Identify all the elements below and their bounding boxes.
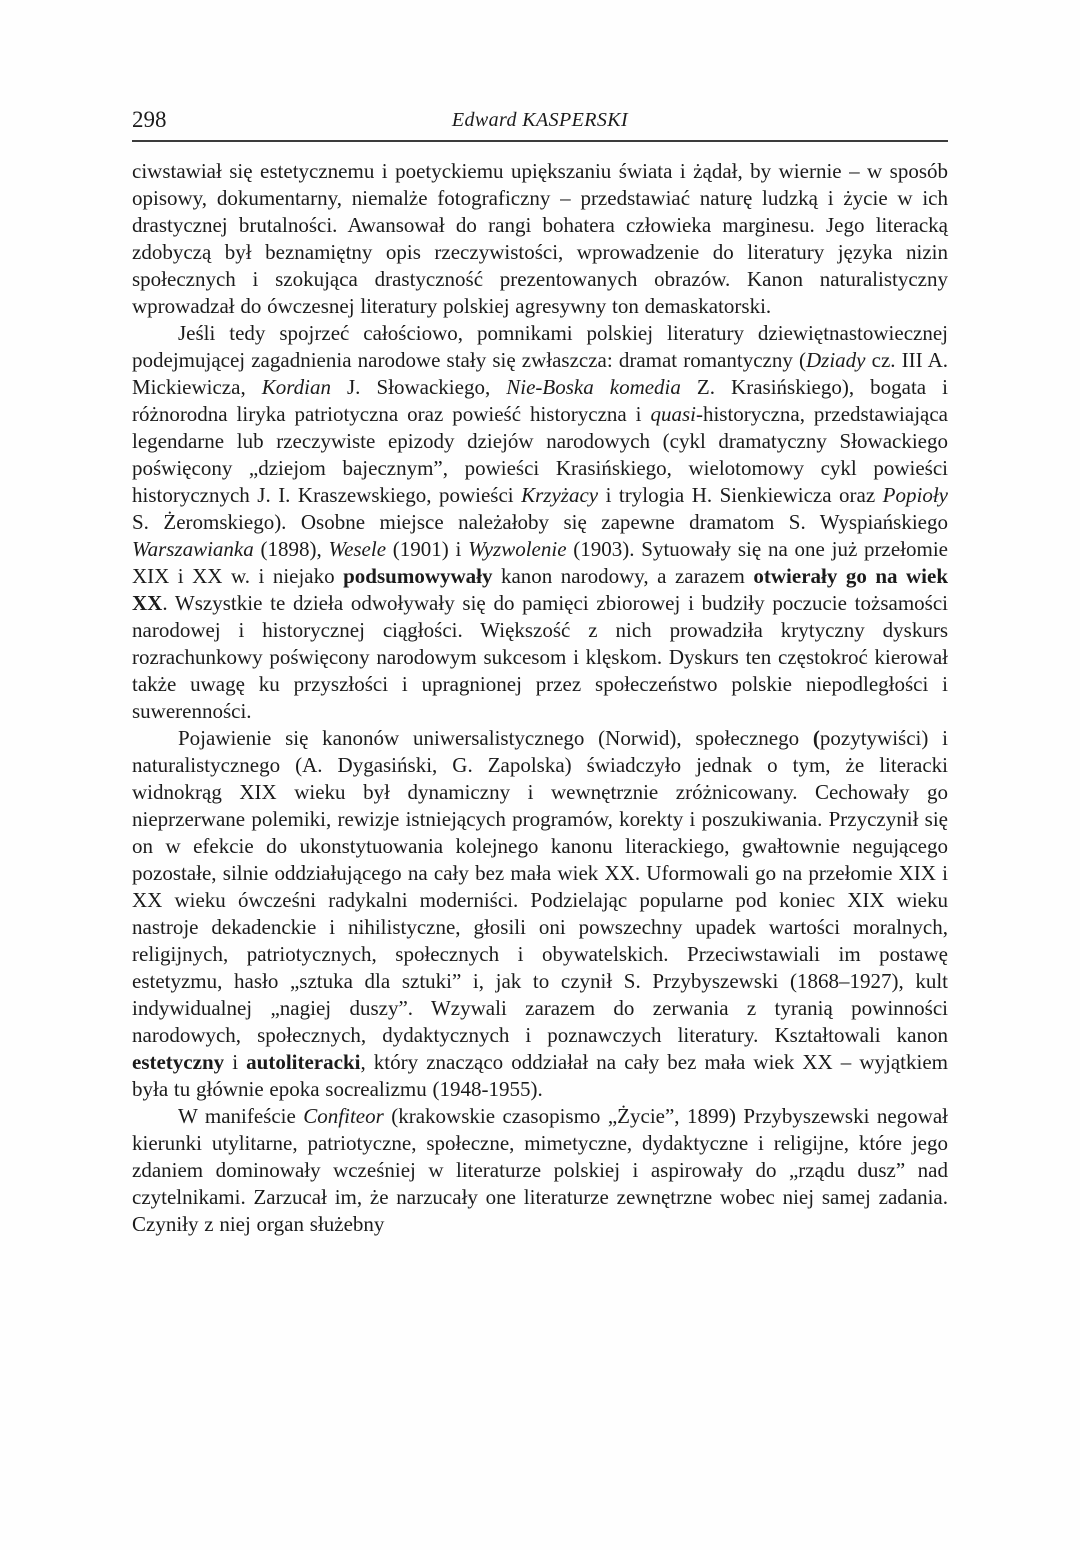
text-segment-bold: otwierały go na wiek XX (132, 564, 949, 615)
text-segment-normal: i trylogia H. Sienkiewicza oraz (598, 483, 883, 507)
text-segment-normal: (1901) i (386, 537, 469, 561)
text-segment-italic: Confiteor (303, 1104, 384, 1128)
paragraph (132, 1103, 948, 1238)
text-segment-normal: . Wszystkie te dzieła odwoływały się do pamięci zbiorowej i budziły poczucie tożsamości narodowej i historycznej ciągłości. Większość z nich prowadziła krytyczny dyskurs rozrachunkowy poświęcony narodowym sukcesom i klęskom. Dyskurs ten częstokroć kierował także uwagę ku przyszłości i upragnionej przez społeczeństwo polskie niepodległości i suwerenności. (132, 591, 948, 723)
text-segment-normal: -historyczna, przedstawiająca legendarne lub rzeczywiste epizody dziejów narodowych (cykl dramatyczny Słowackiego poświęcony „dziejom bajecznym”, powieści Krasińskiego, wielotomowy cykl powieści historycznych J. I. Kraszewskiego, powieści (132, 402, 948, 507)
page-number: 298 (132, 107, 167, 132)
text-segment-italic: Wesele (328, 537, 387, 561)
text-segment-normal: Z. Krasińskiego), bogata i różnorodna liryka patriotyczna oraz powieść historyczna i (132, 375, 948, 426)
text-segment-italic: Kordian (261, 375, 331, 399)
text-segment-bold: autoliteracki (246, 1050, 361, 1074)
paragraph (132, 725, 948, 1103)
text-segment-bold: podsumowywały (343, 564, 493, 588)
text-segment-normal: ciwstawiał się estetycznemu i poetyckiemu upiększaniu świata i żądał, by wiernie – w sposób opisowy, dokumentarny, niemalże fotograficzny – przedstawiać naturę ludzką i życie w ich drastycznej brutalności. Awansował do rangi bohatera człowieka marginesu. Jego literacką zdobyczą był beznamiętny opis rzeczywistości, wprowadzenie do literatury języka nizin społecznych i szokująca drastyczność prezentowanych obrazów. Kanon naturalistyczny wprowadzał do ówczesnej literatury polskiej agresywny ton demaskatorski. (132, 159, 948, 318)
text-segment-normal: pozytywiści) i naturalistycznego (A. Dygasiński, G. Zapolska) świadczyło jednak o tym, że literacki widnokrąg XIX wieku był dynamiczny i wewnętrznie zróżnicowany. Cechowały go nieprzerwane polemiki, rewizje istniejących programów, korekty i poszukiwania. Przyczynił się on w efekcie do ukonstytuowania kolejnego kanonu literackiego, gwałtownie negującego pozostałe, silnie oddziałującego na cały bez mała wiek XX. Uformowali go na przełomie XIX i XX wieku ówcześni radykalni moderniści. Podzielając popularne pod koniec XIX wieku nastroje dekadenckie i nihilistyczne, głosili oni powszechny upadek wartości moralnych, religijnych, patriotycznych, społecznych i obywatelskich. Przeciwstawiali im postawę estetyzmu, hasło „sztuka dla sztuki” i, jak to czynił S. Przybyszewski (1868–1927), kult indywidualnej „nagiej duszy”. Wzywali zarazem do zerwania z tyranią powinności narodowych, społecznych, dydaktycznych i poznawczych literatury. Kształtowali kanon (132, 726, 948, 1047)
text-segment-italic: Krzyżacy (521, 483, 599, 507)
text-segment-normal: (1898), (253, 537, 329, 561)
text-segment-bold: ( (812, 726, 820, 750)
paragraph (132, 320, 948, 725)
text-segment-normal: kanon narodowy, a zarazem (492, 564, 754, 588)
body-text (132, 158, 948, 1238)
text-segment-italic: Popioły (882, 483, 948, 507)
text-segment-normal: Jeśli tedy spojrzeć całościowo, pomnikami polskiej literatury dziewiętnastowiecznej podejmującej zagadnienia narodowe stały się zwłaszcza: dramat romantyczny ( (132, 321, 948, 372)
text-segment-normal: cz. III A. Mickiewicza, (132, 348, 948, 399)
text-segment-italic: quasi (650, 402, 696, 426)
text-segment-normal: S. Żeromskiego). Osobne miejsce należałoby się zapewne dramatom S. Wyspiańskiego (132, 510, 948, 534)
text-segment-italic: Warszawianka (132, 537, 254, 561)
text-segment-italic: Dziady (806, 348, 866, 372)
paragraph (132, 158, 948, 320)
text-segment-normal: W manifeście (178, 1104, 304, 1128)
text-segment-bold: estetyczny (132, 1050, 225, 1074)
text-segment-italic: Wyzwolenie (468, 537, 567, 561)
text-segment-normal: (1903). Sytuowały się na one już przełomie XIX i XX w. i niejako (132, 537, 948, 588)
text-segment-italic: Nie-Boska komedia (506, 375, 681, 399)
text-segment-normal: i (224, 1050, 247, 1074)
text-segment-normal: , który znacząco oddziałał na cały bez mała wiek XX – wyjątkiem była tu głównie epoka socrealizmu (1948-1955). (132, 1050, 949, 1101)
text-segment-normal: (krakowskie czasopismo „Życie”, 1899) Przybyszewski negował kierunki utylitarne, patriotyczne, społeczne, mimetyczne, dydaktyczne i religijne, które jego zdaniem dominowały wcześniej w literaturze polskiej i aspirowały do „rządu dusz” nad czytelnikami. Zarzucał im, że narzucały one literaturze zewnętrzne wobec niej samej zadania. Czyniły z niej organ służebny (132, 1104, 948, 1236)
page-header (132, 106, 948, 136)
text-segment-normal: Pojawienie się kanonów uniwersalistycznego (Norwid), społecznego (178, 726, 813, 750)
text-segment-normal: J. Słowackiego, (330, 375, 507, 399)
running-title: Edward KASPERSKI (451, 109, 629, 131)
header-rule (132, 140, 948, 142)
